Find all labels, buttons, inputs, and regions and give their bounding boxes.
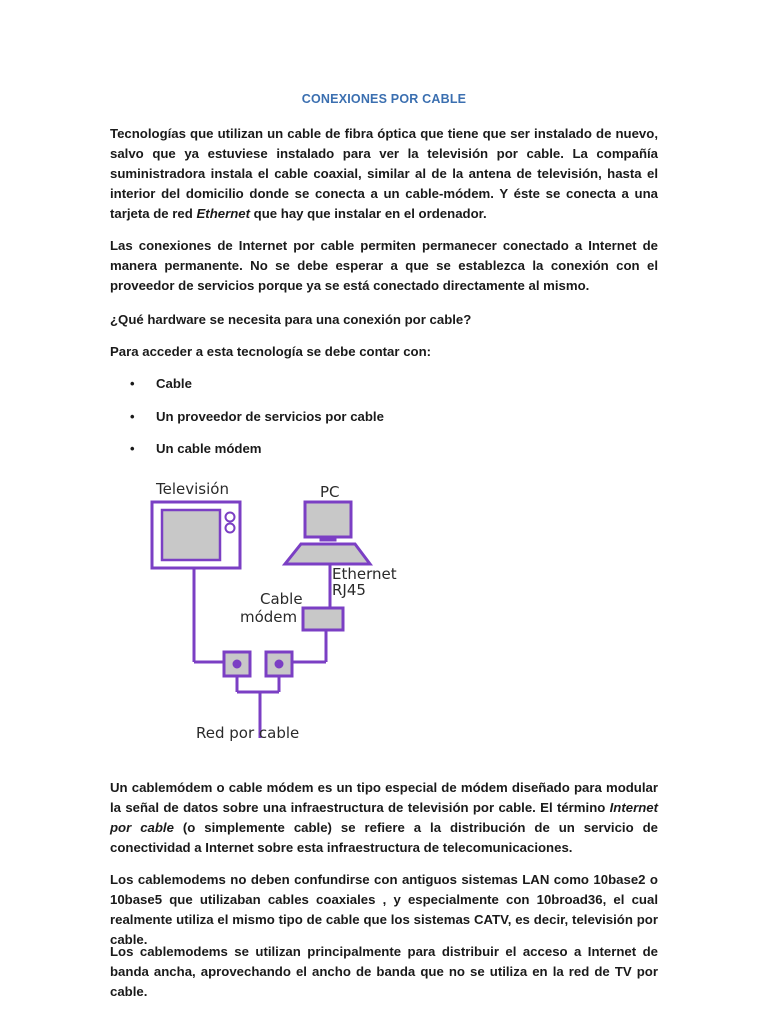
list-item: • Un proveedor de servicios por cable	[110, 407, 658, 427]
paragraph-cablemodem-end: (o simplemente cable) se refiere a la distribución de un servicio de conectividad a Internet sobre esta infraestructura de telecomunicaciones.	[110, 820, 658, 855]
paragraph-intro-italic: Ethernet	[196, 206, 250, 221]
list-item: • Cable	[110, 374, 658, 394]
paragraph-cablemodem-italic: Internet por cable	[110, 800, 658, 835]
paragraph-cablemodem-text: Un cablemódem o cable módem es un tipo especial de módem diseñado para modular la señal de datos sobre una infraestructura de televisión por cable. El término	[110, 780, 658, 815]
paragraph-lan: Los cablemodems no deben confundirse con antiguos sistemas LAN como 10base2 o 10base5 que utilizaban cables coaxiales , y especialmente con 10broad36, el cual realmente utiliza el mismo tipo de cable que los sistemas CATV, es decir, televisión por cable.	[110, 872, 658, 947]
paragraph-intro-text: Tecnologías que utilizan un cable de fibra óptica que tiene que ser instalado de nuevo, salvo que ya estuviese instalado para ver la televisión por cable. La compañía suministradora instala el cable coaxial, similar al de la antena de televisión, hasta el interior del domicilio donde se conecta a un cable-módem. Y éste se conecta a una tarjeta de red	[110, 126, 658, 221]
pc-label: PC	[320, 483, 340, 501]
rj45-label: RJ45	[332, 581, 366, 599]
lead-text: Para acceder a esta tecnología se debe contar con:	[110, 344, 432, 359]
modem-label-line2: módem	[240, 608, 298, 626]
modem-label-line1: Cable	[260, 590, 303, 608]
paragraph-cablemodem	[110, 778, 658, 858]
pc-icon	[305, 502, 351, 537]
paragraph-intro	[110, 124, 658, 224]
tv-label: Televisión	[156, 480, 229, 498]
network-label: Red por cable	[196, 724, 300, 742]
cable-network-diagram	[140, 470, 460, 760]
list-item: • Un cable módem	[110, 439, 658, 459]
requirements-list	[110, 374, 658, 472]
ethernet-label: Ethernet	[332, 565, 397, 583]
document-title: CONEXIONES POR CABLE	[301, 92, 467, 106]
paragraph-usage: Los cablemodems se utilizan principalmente para distribuir el acceso a Internet de banda ancha, aprovechando el ancho de banda que no se utiliza en la red de TV por cable.	[110, 944, 658, 999]
paragraph-connection: Las conexiones de Internet por cable permiten permanecer conectado a Internet de manera permanente. No se debe esperar a que se establezca la conexión con el proveedor de servicios porque ya se está conectado directamente al mismo.	[110, 238, 658, 293]
cable-modem-icon	[303, 608, 343, 630]
paragraph-intro-end: que hay que instalar en el ordenador.	[250, 206, 487, 221]
question-heading: ¿Qué hardware se necesita para una conexión por cable?	[110, 312, 472, 327]
